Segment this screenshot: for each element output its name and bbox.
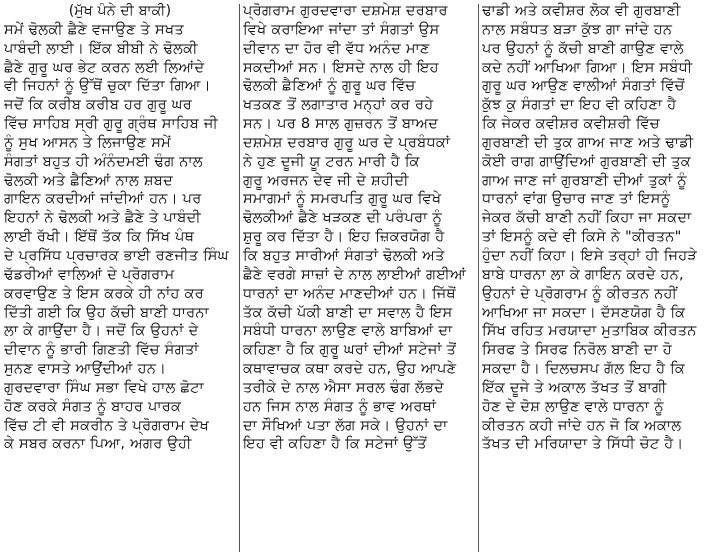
text-line: ਢੋਲਕੀ ਅਤੇ ਛੈਣਿਆਂ ਨਾਲ ਸ਼ਬਦ <box>4 171 173 189</box>
text-line: ਦਿੱਤੀ ਗਈ ਕਿ ਉਹ ਕੱਚੀ ਬਾਣੀ ਧਾਰਨਾ <box>4 303 209 321</box>
text-line: ਖਤਕਣ ਤੋਂ ਲਗਾਤਾਰ ਮਨ੍ਹਾਂ ਕਰ ਰਹੇ <box>243 96 434 114</box>
text-line: ਤਾਂ ਇਸਨੂੰ ਕਦੇ ਵੀ ਕਿਸੇ ਨੇ "ਕੀਰਤਨ" <box>482 228 682 246</box>
text-line: ਉਹਨਾਂ ਦੇ ਪ੍ਰੋਗਰਾਮ ਨੂੰ ਕੀਰਤਨ ਨਹੀਂ <box>482 284 678 302</box>
continued-heading: (ਮੁੱਖ ਪੰਨੇ ਦੀ ਬਾਕੀ) <box>68 3 172 19</box>
text-line: ਜੇਕਰ ਕੱਚੀ ਬਾਣੀ ਨਹੀਂ ਕਿਹਾ ਜਾ ਸਕਦਾ <box>482 209 692 227</box>
text-line: ਤਰੀਕੇ ਦੇ ਨਾਲ ਐਸਾ ਸਰਲ ਢੰਗ ਲੱਭਦੇ <box>243 378 444 396</box>
text-line: ਸਿੱਖ ਰਹਿਤ ਮਰਯਾਦਾ ਮੁਤਾਬਿਕ ਕੀਰਤਨ <box>482 322 697 340</box>
text-line: ਕਿ ਬਹੁਤ ਸਾਰੀਆਂ ਸੰਗਤਾਂ ਢੋਲਕੀ ਅਤੇ <box>243 246 445 264</box>
text-line: ਕੋਈ ਰਾਗ ਗਾਉਂਦਿਆਂ ਗੁਰਬਾਣੀ ਦੀ ਤੁਕ <box>482 152 691 170</box>
text-line: ਨੇ ਹੁਣ ਦੂਜੀ ਯੂ ਟਰਨ ਮਾਰੀ ਹੈ ਕਿ <box>243 152 420 170</box>
text-line: ਗਾਇਨ ਕਰਦੀਆਂ ਜਾਂਦੀਆਂ ਹਨ। ਪਰ <box>4 190 202 208</box>
text-line: ਢੋਲਕੀ ਛੈਣਿਆਂ ਨੂੰ ਗੁਰੂ ਘਰ ਵਿੱਚ <box>243 77 416 95</box>
text-line: ਵਿੱਚ ਸਾਹਿਬ ਸ੍ਰੀ ਗੁਰੂ ਗ੍ਰੰਥ ਸਾਹਿਬ ਜੀ <box>4 115 218 133</box>
text-line: ਧਾਰਨਾਂ ਦਾ ਅਨੰਦ ਮਾਣਦੀਆਂ ਹਨ। ਜਿੱਥੋਂ <box>243 284 456 302</box>
text-line: ਛੈਣੇ ਵਰਗੇ ਸਾਜ਼ਾਂ ਦੇ ਨਾਲ ਲਾਈਆਂ ਗਈਆਂ <box>243 265 467 283</box>
text-line: ਸਨ। ਪਰ 8 ਸਾਲ ਗੁਜ਼ਰਨ ਤੋਂ ਬਾਅਦ <box>243 115 439 133</box>
text-line: ਇੱਕ ਦੂਜੇ ਤੇ ਅਕਾਲ ਤੱਖਤ ਤੋਂ ਬਾਗੀ <box>482 378 667 396</box>
text-line: ਪ੍ਰੋਗਰਾਮ ਗੁਰਦਵਾਰਾ ਦਸ਼ਮੇਸ਼ ਦਰਬਾਰ <box>243 2 448 19</box>
text-line: ਸਕਦੀਆਂ ਸਨ। ਇਸਦੇ ਨਾਲ ਹੀ ਇਹ <box>243 58 439 76</box>
text-line: ਦੇ ਪ੍ਰਸਿੱਧ ਪ੍ਰਚਾਰਕ ਭਾਈ ਰਣਜੀਤ ਸਿੰਘ <box>4 246 229 264</box>
text-line: ਹੁੰਦਾ ਨਹੀਂ ਕਿਹਾ। ਇਸੇ ਤਰ੍ਹਾਂ ਹੀ ਜਿਹੜੇ <box>482 246 698 264</box>
text-line: ਢਾਡੀ ਅਤੇ ਕਵੀਸ਼ਰ ਲੋਕ ਵੀ ਗੁਰਬਾਣੀ <box>482 2 681 19</box>
text-line: ਕਹਿਣਾ ਹੈ ਕਿ ਗੁਰੂ ਘਰਾਂ ਦੀਆਂ ਸਟੇਜਾਂ ਤੋਂ <box>243 341 457 359</box>
text-line: ਕਰਵਾਉਣ ਤੇ ਇਸ ਕਰਕੇ ਹੀ ਨਾਂਹ ਕਰ <box>4 284 204 302</box>
text-line: ਕਦੇ ਨਹੀਂ ਆਖਿਆ ਗਿਆ। ਇਸ ਸਬੰਧੀ <box>482 58 693 76</box>
text-line: ਹਨ ਜਿਸ ਨਾਲ ਸੰਗਤ ਨੂੰ ਭਾਵ ਅਰਥਾਂ <box>243 397 437 415</box>
text-line: ਵੀ ਜਿਹਨਾਂ ਨੂੰ ਉੱਥੋਂ ਚੁਕਾ ਦਿੱਤਾ ਗਿਆ। <box>4 77 211 95</box>
text-line: ਇਹ ਵੀ ਕਹਿਣਾ ਹੈ ਕਿ ਸਟੇਜਾਂ ਉੱਤੋਂ <box>243 435 427 453</box>
text-line: ਤੱਕ ਕੱਚੀ ਪੱਕੀ ਬਾਣੀ ਦਾ ਸਵਾਲ ਹੈ ਇਸ <box>243 303 453 321</box>
text-line: ਕੁੱਝ ਕੁ ਸੰਗਤਾਂ ਦਾ ਇਹ ਵੀ ਕਹਿਣਾ ਹੈ <box>482 96 677 114</box>
text-line: ਧਾਰਨਾਂ ਵਾਂਗ ਉਚਾਰ ਜਾਣ ਤਾਂ ਇਸਨੂੰ <box>482 190 671 208</box>
text-line: ਜਦੋਂ ਕਿ ਕਰੀਬ ਕਰੀਬ ਹਰ ਗੁਰੂ ਘਰ <box>4 96 192 114</box>
text-line: ਦੀਵਾਨ ਦਾ ਹੋਰ ਵੀ ਵੱਧ ਅਨੰਦ ਮਾਣ <box>243 39 430 57</box>
text-line: ਸ਼ੁਰੂ ਕਰ ਦਿੱਤਾ ਹੈ। ਇਹ ਜ਼ਿਕਰਯੋਗ ਹੈ <box>243 228 445 246</box>
text-line: ਢੋਲਕੀਆਂ ਛੈਣੇ ਖੜਕਣ ਦੀ ਪਰੰਪਰਾ ਨੂੰ <box>243 209 443 227</box>
text-line: ਸਮਾਗਮਾਂ ਨੂੰ ਸਮਰਪਤਿ ਗੁਰੂ ਘਰ ਵਿਖੇ <box>243 190 442 208</box>
text-line: ਵਿਖੇ ਕਰਾਇਆ ਜਾਂਦਾ ਤਾਂ ਸੰਗਤਾਂ ਉਸ <box>243 20 440 38</box>
text-line: ਹੋਣ ਕਰਕੇ ਸੰਗਤ ਨੂੰ ਬਾਹਰ ਪਾਰਕ <box>4 397 182 415</box>
column-3 <box>478 0 716 556</box>
text-line: ਸਬੰਧੀ ਧਾਰਨਾ ਲਾਉਣ ਵਾਲੇ ਬਾਬਿਆਂ ਦਾ <box>243 322 453 340</box>
text-line: ਪਾਬੰਦੀ ਲਾਈ। ਇੱਕ ਬੀਬੀ ਨੇ ਢੋਲਕੀ <box>4 39 198 57</box>
text-line: ਕੇ ਸਬਰ ਕਰਨਾ ਪਿਆ, ਅਗਰ ਉਹੀ <box>4 435 192 453</box>
column-1 <box>0 0 239 556</box>
text-line: ਲਾ ਕੇ ਗਾਉਂਦਾ ਹੈ। ਜਦੋਂ ਕਿ ਉਹਨਾਂ ਦੇ <box>4 322 199 340</box>
text-line: ਕਥਾਵਾਚਕ ਕਥਾ ਕਰਦੇ ਹਨ, ਉਹ ਆਪਣੇ <box>243 360 457 378</box>
column-divider <box>239 4 240 552</box>
text-line: ਸੰਗਤਾਂ ਬਹੁਤ ਹੀ ਅੰਨੰਦਮਈ ਢੰਗ ਨਾਲ <box>4 152 203 170</box>
column-2 <box>239 0 478 556</box>
text-line: ਸਕਦਾ ਹੈ। ਦਿਲਚਸਪ ਗੱਲ ਇਹ ਹੈ ਕਿ <box>482 360 686 378</box>
text-line: ਗੁਰਦਵਾਰਾ ਸਿੰਘ ਸਭਾ ਵਿਖੇ ਹਾਲ ਛੋਟਾ <box>4 378 204 396</box>
text-line: ਹੋਣ ਦੇ ਦੋਸ਼ ਲਾਉਣ ਵਾਲੇ ਧਾਰਨਾ ਨੂੰ <box>482 397 664 415</box>
text-line: ਲਾਈ ਰੱਖੀ। ਇੱਥੋਂ ਤੱਕ ਕਿ ਸਿੱਖ ਪੰਥ <box>4 228 195 246</box>
text-line: ਸਮੇਂ ਢੋਲਕੀ ਛੈਣੇ ਵਜਾਉਣ ਤੇ ਸਖਤ <box>4 20 184 38</box>
text-line: ਵਿੱਚ ਟੀ ਵੀ ਸਕਰੀਨ ਤੇ ਪ੍ਰੋਗਰਾਮ ਦੇਖ <box>4 416 210 434</box>
text-line: ਗੁਰਬਾਣੀ ਦੀ ਤੁਕ ਗਾਅ ਜਾਣ ਅਤੇ ਢਾਡੀ <box>482 133 694 151</box>
text-line: ਛੈਣੇ ਗੁਰੂ ਘਰ ਭੇਟ ਕਰਨ ਲਈ ਲਿਆਂਦੇ <box>4 58 205 76</box>
text-line: ਨਾਲ ਸਬੰਧਤ ਬੜਾ ਕੁੱਝ ਗਾ ਜਾਂਦੇ ਹਨ <box>482 20 673 38</box>
text-line: ਸਿਰਫ ਤੇ ਸਿਰਫ ਨਿਰੋਲ ਬਾਣੀ ਦਾ ਹੋ <box>482 341 672 359</box>
text-line: ਪਰ ਉਹਨਾਂ ਨੂੰ ਕੱਚੀ ਬਾਣੀ ਗਾਉਣ ਵਾਲੇ <box>482 39 684 57</box>
text-line: ਬਾਬੇ ਧਾਰਨਾ ਲਾ ਕੇ ਗਾਇਨ ਕਰਦੇ ਹਨ, <box>482 265 684 283</box>
column-divider <box>478 4 479 552</box>
text-line: ਦਸ਼ਮੇਸ਼ ਦਰਬਾਰ ਗੁਰੂ ਘਰ ਦੇ ਪ੍ਰਬੰਧਕਾਂ <box>243 133 451 151</box>
text-line: ਆਖਿਆ ਜਾ ਸਕਦਾ। ਦੱਸਣਯੋਗ ਹੈ ਕਿ <box>482 303 686 321</box>
text-line: ਢੱਡਰੀਆਂ ਵਾਲਿਆਂ ਦੇ ਪ੍ਰੋਗਰਾਮ <box>4 265 175 283</box>
text-line: ਨੂੰ ਸੁਖ ਆਸਨ ਤੇ ਲਿਜਾਉਣ ਸਮੇਂ <box>4 133 171 151</box>
text-line: ਦੀਵਾਨ ਨੂੰ ਭਾਰੀ ਗਿਣਤੀ ਵਿੱਚ ਸੰਗਤਾਂ <box>4 341 199 359</box>
text-line: ਕੀਰਤਨ ਕਹੀ ਜਾਂਦੇ ਹਨ ਜੋ ਕਿ ਅਕਾਲ <box>482 416 682 434</box>
text-line: ਸੁਨਣ ਵਾਸਤੇ ਆਉਂਦੀਆਂ ਹਨ। <box>4 360 167 378</box>
text-line: ਇਹਨਾਂ ਨੇ ਢੋਲਕੀ ਅਤੇ ਛੈਣੇ ਤੇ ਪਾਬੰਦੀ <box>4 209 201 227</box>
text-line: ਤੱਖਤ ਦੀ ਮਰਿਯਾਦਾ ਤੇ ਸਿੱਧੀ ਚੋਟ ਹੈ। <box>482 435 684 453</box>
text-line: ਗਾਅ ਜਾਣ ਜਾਂ ਗੁਰਬਾਣੀ ਦੀਆਂ ਤੁਕਾਂ ਨੂੰ <box>482 171 687 189</box>
text-line: ਗੁਰੂ ਅਰਜਨ ਦੇਵ ਜੀ ਦੇ ਸ਼ਹੀਦੀ <box>243 171 409 189</box>
text-line: ਦਾ ਸੌਖਿਆਂ ਪਤਾ ਲੱਗ ਸਕੇ। ਉਹਨਾਂ ਦਾ <box>243 416 448 434</box>
text-line: ਕਿ ਜੇਕਰ ਕਵੀਸ਼ਰ ਕਵੀਸ਼ਰੀ ਵਿੱਚ <box>482 115 660 133</box>
text-line: ਗੁਰੂ ਘਰ ਆਉਣ ਵਾਲੀਆਂ ਸੰਗਤਾਂ ਵਿੱਚੋਂ <box>482 77 685 95</box>
